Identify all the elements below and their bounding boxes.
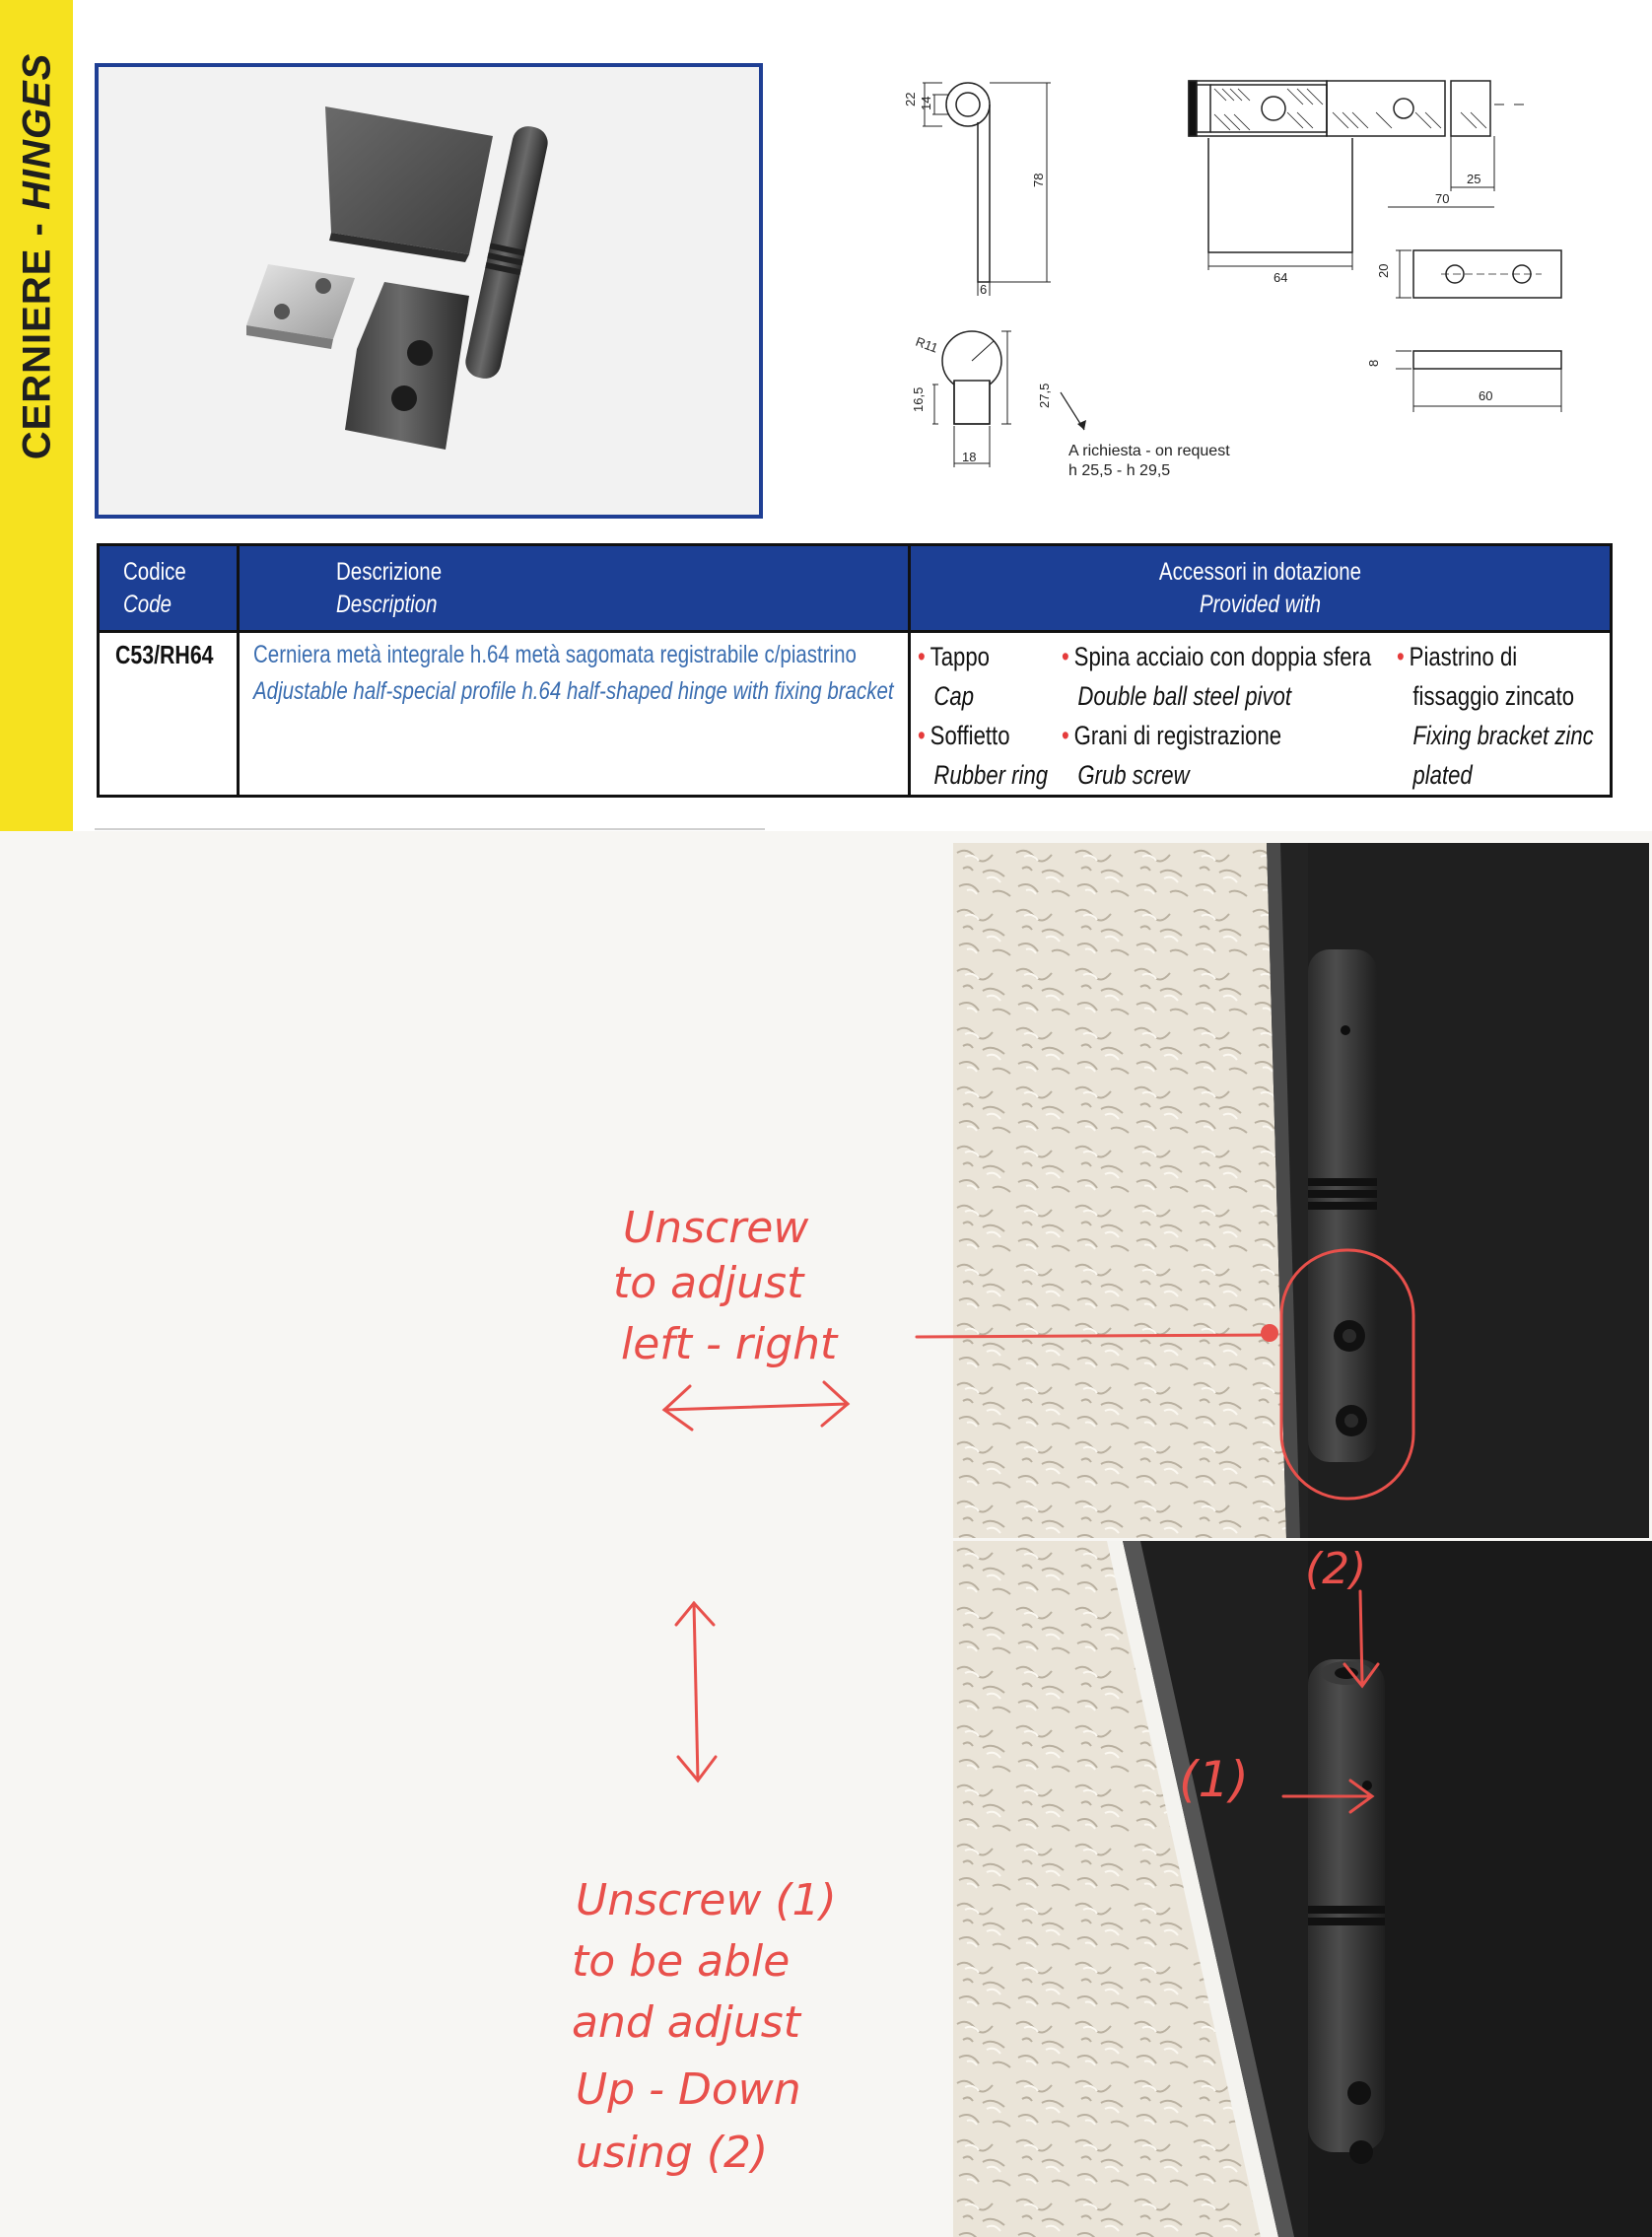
- product-photo: [95, 63, 763, 519]
- dim-78: 78: [1031, 173, 1046, 187]
- header-code: Codice Code: [123, 558, 186, 618]
- hinge-photo-left-right: [953, 843, 1649, 1538]
- up-down-arrow: [694, 1603, 698, 1781]
- annotation-ud-line2: to be able: [572, 1936, 791, 1987]
- page-rule: [95, 828, 765, 830]
- dim-60: 60: [1479, 388, 1493, 403]
- dim-20: 20: [1376, 263, 1391, 278]
- dim-16-5: 16,5: [911, 386, 926, 412]
- annotation-ud-line4: Up - Down: [576, 2064, 801, 2115]
- accessory-pivot: • Spina acciaio con doppia sfera Double ball steel pivot: [1062, 642, 1372, 711]
- annotation-ud-line1: Unscrew (1): [576, 1875, 837, 1925]
- dim-27-5: 27,5: [1037, 383, 1052, 408]
- marker-2: (2): [1305, 1544, 1367, 1594]
- hinge-photo-up-down: [953, 1541, 1652, 2237]
- accessory-fixing-bracket: • Piastrino di fissaggio zincato Fixing bracket zinc plated: [1397, 642, 1594, 790]
- accessory-grub-screw: • Grani di registrazione Grub screw: [1062, 721, 1282, 790]
- section-tab: [0, 0, 73, 831]
- product-code: C53/RH64: [115, 640, 214, 669]
- dim-6: 6: [980, 282, 988, 297]
- annotation-ud-line3: and adjust: [572, 1997, 800, 2048]
- accessory-cap: • Tappo Cap: [918, 642, 991, 711]
- dim-70: 70: [1435, 191, 1450, 206]
- dim-64: 64: [1273, 270, 1288, 285]
- technical-drawing: [863, 59, 1613, 493]
- header-description: Descrizione Description: [336, 558, 443, 618]
- annotation-ud-line5: using (2): [576, 2128, 769, 2178]
- annotation-lr-line3: left - right: [621, 1319, 838, 1369]
- accessory-rubber-ring: • Soffietto Rubber ring: [918, 721, 1049, 790]
- dim-18: 18: [962, 450, 977, 464]
- marker-1: (1): [1179, 1751, 1249, 1808]
- annotation-lr-line1: Unscrew: [623, 1203, 809, 1253]
- dim-14: 14: [919, 96, 933, 110]
- left-right-arrow: [664, 1404, 848, 1410]
- dim-8: 8: [1366, 359, 1381, 367]
- dim-25: 25: [1467, 172, 1481, 186]
- on-request-sizes: h 25,5 - h 29,5: [1068, 462, 1171, 479]
- product-description: Cerniera metà integrale h.64 metà sagomata registrabile c/piastrino Adjustable half-special profile h.64 half-shaped hinge with fixing bracket: [253, 641, 894, 705]
- dim-r11: R11: [913, 333, 940, 356]
- header-accessories: Accessori in dotazione Provided with: [1158, 558, 1362, 618]
- dim-22: 22: [903, 92, 918, 106]
- catalog-page: [0, 0, 1652, 831]
- annotation-lr-line2: to adjust: [613, 1258, 804, 1308]
- on-request-note: A richiesta - on request: [1068, 443, 1230, 459]
- section-title: CERNIERE - HINGES: [15, 52, 59, 460]
- spec-table: [97, 543, 1613, 798]
